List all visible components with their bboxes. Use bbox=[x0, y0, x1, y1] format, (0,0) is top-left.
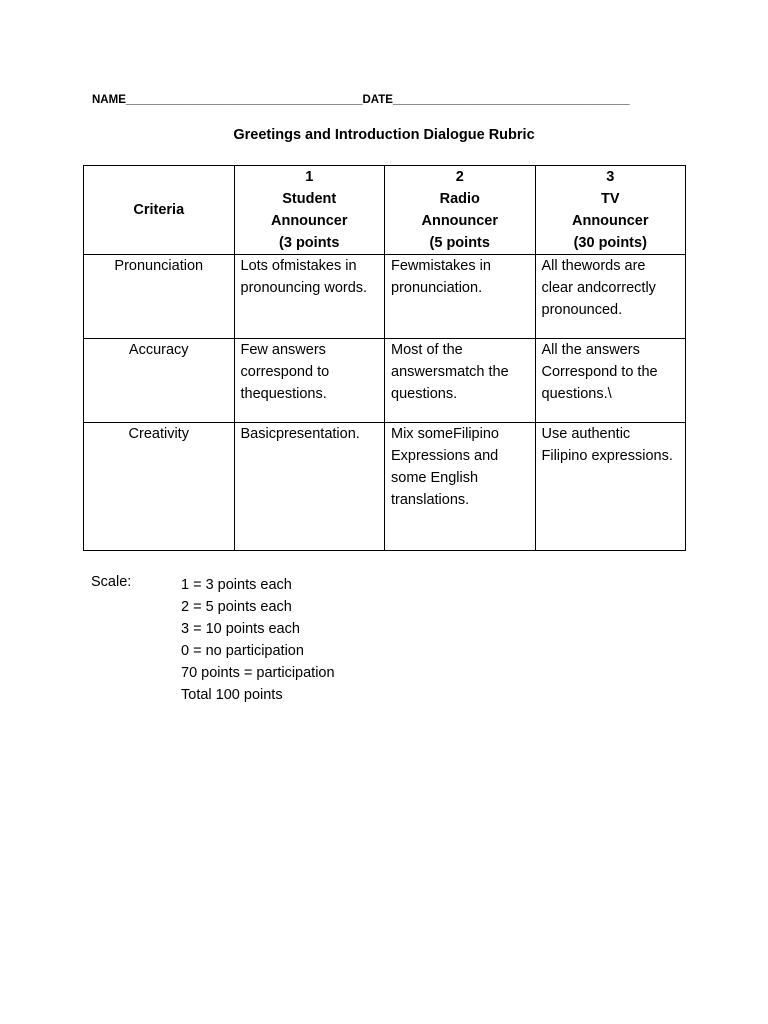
rubric-cell: Fewmistakes in pronunciation. bbox=[385, 255, 536, 339]
level-name: Radio bbox=[439, 191, 480, 207]
criterion-accuracy: Accuracy bbox=[84, 339, 235, 423]
criteria-header: Criteria bbox=[84, 166, 235, 255]
level-name: TV bbox=[600, 191, 620, 207]
scale-item: 0 = no participation bbox=[181, 643, 304, 659]
level-role: Announcer bbox=[571, 213, 649, 229]
scale-item: 1 = 3 points each bbox=[181, 577, 292, 593]
level-number: 3 bbox=[606, 169, 615, 185]
name-date-line: NAME_____________________________________DATE_____________________________________ bbox=[92, 94, 630, 106]
scale-item: 2 = 5 points each bbox=[181, 599, 292, 615]
level-role: Announcer bbox=[421, 213, 499, 229]
level-number: 1 bbox=[305, 169, 314, 185]
rubric-cell: All the answers Correspond to the questions.\ bbox=[535, 339, 686, 423]
scale-item: 70 points = participation bbox=[181, 665, 335, 681]
scale-label: Scale: bbox=[91, 574, 132, 590]
level-header-3 bbox=[535, 166, 686, 255]
rubric-cell: All thewords are clear andcorrectly pronounced. bbox=[535, 255, 686, 339]
scale-item: Total 100 points bbox=[181, 687, 283, 703]
rubric-cell: Basicpresentation. bbox=[234, 423, 385, 551]
level-points: (30 points) bbox=[573, 235, 647, 251]
scale-item: 3 = 10 points each bbox=[181, 621, 300, 637]
level-name: Student bbox=[282, 191, 337, 207]
level-role: Announcer bbox=[270, 213, 348, 229]
rubric-table bbox=[83, 165, 686, 551]
level-header-2 bbox=[385, 166, 536, 255]
document-title: Greetings and Introduction Dialogue Rubric bbox=[233, 127, 535, 143]
rubric-cell: Few answers correspond to thequestions. bbox=[234, 339, 385, 423]
level-points: (5 points bbox=[429, 235, 490, 251]
rubric-cell: Lots ofmistakes in pronouncing words. bbox=[234, 255, 385, 339]
level-header-1 bbox=[234, 166, 385, 255]
rubric-header-row bbox=[84, 166, 686, 255]
rubric-cell: Mix someFilipino Expressions and some English translations. bbox=[385, 423, 536, 551]
rubric-row-pronunciation bbox=[84, 255, 686, 339]
rubric-row-creativity bbox=[84, 423, 686, 551]
criterion-creativity: Creativity bbox=[84, 423, 235, 551]
rubric-cell: Use authentic Filipino expressions. bbox=[535, 423, 686, 551]
level-points: (3 points bbox=[279, 235, 340, 251]
rubric-row-accuracy bbox=[84, 339, 686, 423]
scale-list bbox=[181, 574, 335, 706]
criterion-pronunciation: Pronunciation bbox=[84, 255, 235, 339]
level-number: 2 bbox=[455, 169, 464, 185]
rubric-cell: Most of the answersmatch the questions. bbox=[385, 339, 536, 423]
